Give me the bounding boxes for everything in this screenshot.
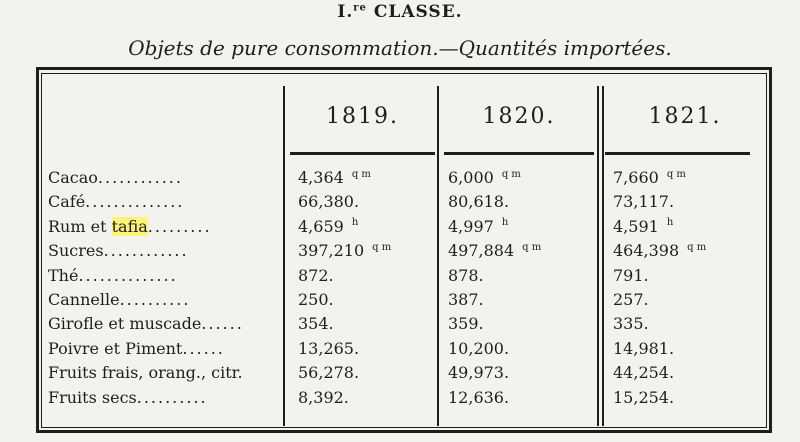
- table-body: [48, 168, 768, 412]
- row-label: Rum et tafia.........: [48, 216, 212, 236]
- table-row-girofle: [48, 314, 768, 338]
- row-label: Fruits secs..........: [48, 387, 208, 407]
- value-1821: 335.: [613, 314, 649, 334]
- value-1819: 4,659 $^h$: [298, 216, 359, 236]
- table-row-rum: [48, 217, 768, 241]
- table-row-cannelle: [48, 290, 768, 314]
- value-1820: 359.: [448, 314, 484, 334]
- header-rule: [444, 152, 594, 155]
- year-header-1820: 1820.: [482, 104, 556, 129]
- value-1820: 10,200.: [448, 338, 510, 358]
- value-1821: 14,981.: [613, 338, 675, 358]
- value-1819: 872.: [298, 265, 334, 285]
- value-1821: 257.: [613, 289, 649, 309]
- value-1819: 56,278.: [298, 363, 360, 383]
- highlighted-word: tafia: [111, 216, 148, 236]
- value-1820: 6,000 $^{q m}$: [448, 168, 521, 187]
- value-1821: 15,254.: [613, 387, 675, 407]
- value-1820: 4,997 $^h$: [448, 216, 509, 236]
- table-subtitle: Objets de pure consommation.—Quantités importées.: [128, 36, 672, 60]
- value-1820: 387.: [448, 289, 484, 309]
- value-1821: 44,254.: [613, 363, 675, 383]
- year-header-1819: 1819.: [326, 104, 399, 129]
- row-label: Café..............: [48, 192, 185, 212]
- table-row-fruits-frais: [48, 363, 768, 387]
- table-row-sucres: [48, 241, 768, 265]
- row-label: Fruits frais, orang., citr.: [48, 363, 243, 383]
- row-label: Cacao............: [48, 168, 183, 187]
- class-heading: I.$^{re}$ CLASSE.: [337, 2, 463, 22]
- row-label: Poivre et Piment......: [48, 338, 225, 358]
- value-1819: 397,210 $^{q m}$: [298, 241, 392, 261]
- table-row-poivre: [48, 339, 768, 363]
- value-1820: 49,973.: [448, 363, 510, 383]
- year-header-1821: 1821.: [648, 104, 722, 129]
- value-1821: 4,591 $^h$: [613, 216, 674, 236]
- value-1821: 464,398 $^{q m}$: [613, 241, 707, 261]
- row-label: Thé..............: [48, 265, 178, 285]
- value-1820: 12,636.: [448, 387, 510, 407]
- value-1821: 73,117.: [613, 192, 675, 212]
- value-1819: 354.: [298, 314, 334, 334]
- value-1821: 791.: [613, 265, 649, 285]
- value-1820: 878.: [448, 265, 484, 285]
- table-row-cafe: [48, 192, 768, 216]
- value-1820: 80,618.: [448, 192, 510, 212]
- table-row-cacao: [48, 168, 768, 192]
- header-rule: [290, 152, 435, 155]
- row-label: Girofle et muscade......: [48, 314, 244, 334]
- table-row-the: [48, 266, 768, 290]
- header-rule: [605, 152, 750, 155]
- value-1819: 13,265.: [298, 338, 360, 358]
- value-1819: 66,380.: [298, 192, 360, 212]
- value-1819: 8,392.: [298, 387, 349, 407]
- value-1819: 250.: [298, 289, 334, 309]
- table-row-fruits-secs: [48, 388, 768, 412]
- value-1819: 4,364 $^{q m}$: [298, 168, 371, 187]
- value-1821: 7,660 $^{q m}$: [613, 168, 686, 187]
- row-label: Cannelle..........: [48, 289, 191, 309]
- value-1820: 497,884 $^{q m}$: [448, 241, 542, 261]
- row-label: Sucres............: [48, 241, 189, 261]
